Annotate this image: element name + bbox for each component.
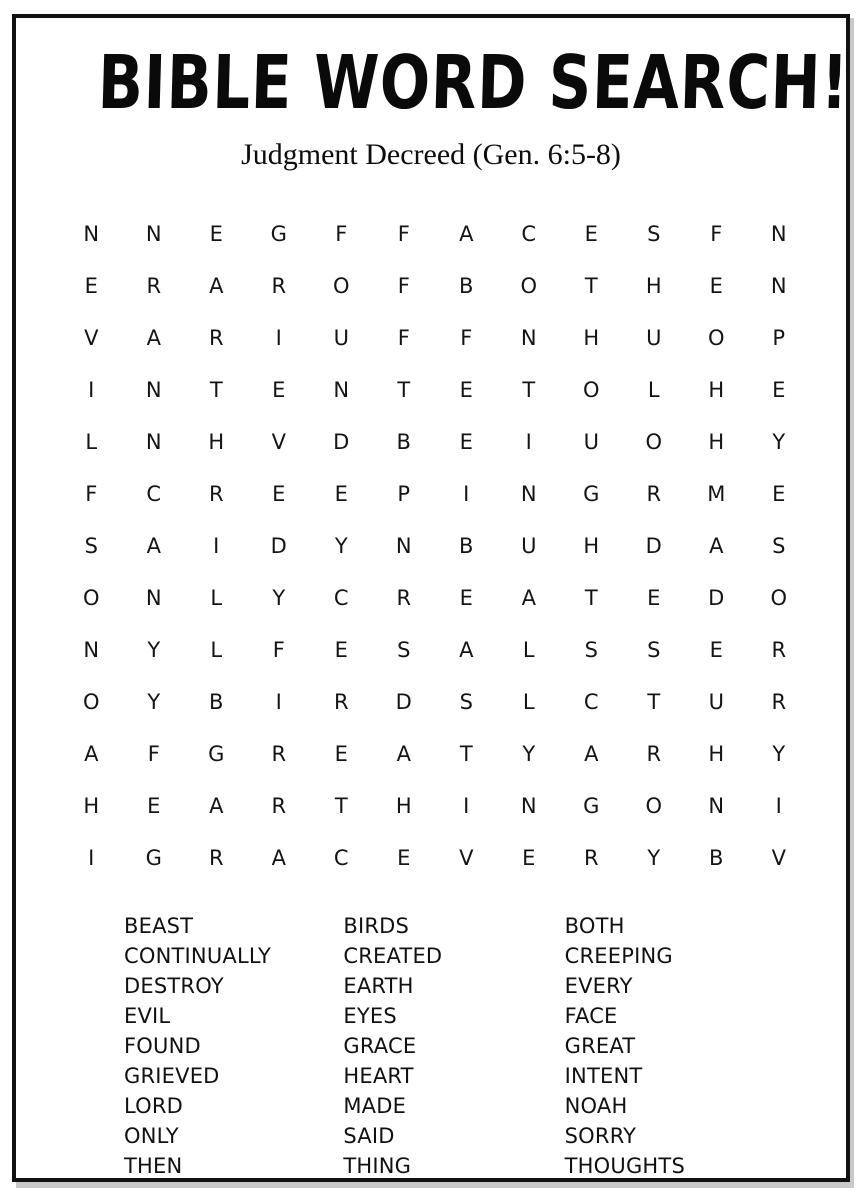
grid-cell[interactable]: T [397,378,411,402]
grid-cell[interactable]: U [708,690,724,714]
grid-cell[interactable]: H [708,378,725,402]
grid-cell[interactable]: N [145,586,162,610]
grid-cell[interactable]: H [583,534,600,558]
word-list-item[interactable]: EVIL [124,1004,171,1028]
grid-cell[interactable]: G [208,742,225,766]
grid-cell[interactable]: T [334,794,348,818]
grid-cell[interactable]: N [145,430,162,454]
word-list-item[interactable]: THING [343,1154,412,1178]
grid-cell[interactable]: O [82,586,100,610]
word-list-item[interactable]: EYES [343,1004,397,1028]
grid-cell[interactable]: V [771,846,786,870]
grid-cell[interactable]: E [647,586,661,610]
grid-cell[interactable]: N [145,378,162,402]
grid-cell[interactable]: Y [647,846,661,870]
word-list [124,911,784,1181]
grid-cell[interactable]: G [145,846,162,870]
grid-cell[interactable]: L [85,430,98,454]
grid-cell[interactable]: B [396,430,411,454]
grid-cell[interactable]: N [708,794,725,818]
grid-cell[interactable]: E [209,222,223,246]
grid-cell[interactable]: L [522,690,535,714]
grid-cell[interactable]: O [582,378,600,402]
grid-cell[interactable]: B [709,846,724,870]
grid-cell[interactable]: N [770,222,787,246]
grid-cell[interactable]: V [271,430,286,454]
grid-cell[interactable]: E [84,274,98,298]
grid-cell[interactable]: S [647,222,661,246]
grid-cell[interactable]: R [583,846,599,870]
grid-cell[interactable]: E [772,378,786,402]
grid-cell[interactable]: H [583,326,600,350]
grid-cell[interactable]: T [209,378,223,402]
word-list-item[interactable]: SORRY [564,1124,637,1148]
grid-cell[interactable]: A [521,586,536,610]
grid-cell[interactable]: D [270,534,287,558]
word-list-item[interactable]: MADE [343,1094,407,1118]
grid-cell[interactable]: E [584,222,598,246]
grid-cell[interactable]: E [272,378,286,402]
grid-cell[interactable]: A [146,326,161,350]
grid-cell[interactable]: I [88,378,95,402]
grid-cell[interactable]: M [707,482,726,506]
grid-cell[interactable]: E [334,742,348,766]
grid-cell[interactable]: F [460,326,473,350]
grid-cell[interactable]: E [709,638,723,662]
grid-cell[interactable]: R [208,846,224,870]
page-title: BIBLE WORD SEARCH! [96,40,850,126]
grid-cell[interactable]: A [459,638,474,662]
grid-cell[interactable]: F [272,638,285,662]
grid-cell[interactable]: C [521,222,537,246]
grid-cell[interactable]: V [459,846,474,870]
grid-cell[interactable]: H [708,430,725,454]
grid-cell[interactable]: I [88,846,95,870]
grid-cell[interactable]: F [335,222,348,246]
word-list-item[interactable]: CONTINUALLY [124,944,272,968]
grid-cell[interactable]: L [522,638,535,662]
grid-cell[interactable]: R [771,690,787,714]
grid-cell[interactable]: F [397,222,410,246]
grid-cell[interactable]: T [647,690,661,714]
grid-cell[interactable]: O [645,430,663,454]
grid-cell[interactable]: R [271,274,287,298]
grid-cell[interactable]: R [646,742,662,766]
grid-cell[interactable]: R [271,794,287,818]
grid-cell[interactable]: B [459,274,474,298]
grid-cell[interactable]: R [771,638,787,662]
grid-cell[interactable]: A [584,742,599,766]
grid-cell[interactable]: I [463,482,470,506]
grid-cell[interactable]: I [275,326,282,350]
word-list-item[interactable]: INTENT [564,1064,643,1088]
grid-cell[interactable]: T [459,742,473,766]
grid-cell[interactable]: A [709,534,724,558]
grid-cell[interactable]: E [459,430,473,454]
word-list-item[interactable]: EARTH [343,974,414,998]
grid-cell[interactable]: N [520,326,537,350]
word-list-item[interactable]: THEN [124,1154,183,1178]
grid-cell[interactable]: E [459,586,473,610]
word-list-item[interactable]: GRACE [343,1034,417,1058]
page-frame-border [12,14,850,1182]
word-list-item[interactable]: CREATED [343,944,443,968]
grid-cell[interactable]: I [463,794,470,818]
word-search-grid[interactable] [60,208,810,884]
word-list-item[interactable]: THOUGHTS [564,1154,685,1178]
grid-cell[interactable]: D [395,690,412,714]
grid-cell[interactable]: R [396,586,412,610]
word-list-item[interactable]: ONLY [124,1124,179,1148]
grid-cell[interactable]: O [707,326,725,350]
grid-cell[interactable]: H [708,742,725,766]
grid-cell[interactable]: R [208,326,224,350]
grid-cell[interactable]: U [521,534,537,558]
grid-cell[interactable]: C [583,690,599,714]
grid-cell[interactable]: N [145,222,162,246]
word-list-item[interactable]: NOAH [564,1094,628,1118]
grid-cell[interactable]: N [333,378,350,402]
word-list-item[interactable]: BIRDS [343,914,410,938]
word-list-item[interactable]: EVERY [564,974,633,998]
grid-cell[interactable]: U [333,326,349,350]
grid-cell[interactable]: S [459,690,473,714]
grid-cell[interactable]: Y [772,430,786,454]
grid-cell[interactable]: Y [147,690,161,714]
grid-cell[interactable]: H [395,794,412,818]
grid-cell[interactable]: E [522,846,536,870]
grid-cell[interactable]: E [147,794,161,818]
grid-cell[interactable]: A [209,274,224,298]
grid-cell[interactable]: N [83,222,100,246]
grid-cell[interactable]: N [395,534,412,558]
grid-cell[interactable]: S [397,638,411,662]
grid-cell[interactable]: A [84,742,99,766]
grid-cell[interactable]: N [520,794,537,818]
grid-cell[interactable]: O [82,690,100,714]
grid-cell[interactable]: P [397,482,411,506]
word-list-item[interactable]: LORD [124,1094,184,1118]
word-list-item[interactable]: BEAST [124,914,194,938]
grid-cell[interactable]: H [83,794,100,818]
grid-cell[interactable]: O [770,586,788,610]
grid-cell[interactable]: B [459,534,474,558]
grid-cell[interactable]: R [271,742,287,766]
word-list-item[interactable]: CREEPING [564,944,673,968]
word-list-item[interactable]: FOUND [124,1034,201,1058]
grid-cell[interactable]: Y [272,586,286,610]
grid-cell[interactable]: C [146,482,162,506]
grid-cell[interactable]: U [646,326,662,350]
grid-cell[interactable]: R [146,274,162,298]
grid-cell[interactable]: G [270,222,287,246]
grid-cell[interactable]: F [710,222,723,246]
grid-cell[interactable]: R [333,690,349,714]
word-list-item[interactable]: BOTH [564,914,625,938]
grid-cell[interactable]: V [84,326,99,350]
grid-cell[interactable]: I [775,794,782,818]
grid-cell[interactable]: A [209,794,224,818]
word-list-item[interactable]: SAID [343,1124,395,1148]
grid-cell[interactable]: S [647,638,661,662]
grid-cell[interactable]: E [334,482,348,506]
grid-cell[interactable]: T [522,378,536,402]
grid-cell[interactable]: E [709,274,723,298]
grid-cell[interactable]: Y [334,534,348,558]
grid-cell[interactable]: F [85,482,98,506]
grid-cell[interactable]: P [772,326,786,350]
grid-cell[interactable]: E [334,638,348,662]
word-list-item[interactable]: FACE [564,1004,618,1028]
word-list-item[interactable]: DESTROY [124,974,224,998]
grid-cell[interactable]: E [397,846,411,870]
grid-cell[interactable]: R [208,482,224,506]
grid-cell[interactable]: G [583,794,600,818]
grid-cell[interactable]: E [272,482,286,506]
grid-cell[interactable]: R [646,482,662,506]
grid-cell[interactable]: U [583,430,599,454]
grid-cell[interactable]: A [396,742,411,766]
grid-cell[interactable]: N [770,274,787,298]
grid-cell[interactable]: I [275,690,282,714]
grid-cell[interactable]: F [397,274,410,298]
grid-cell[interactable]: L [210,586,223,610]
word-list-column [124,911,343,1181]
grid-cell[interactable]: I [525,430,532,454]
grid-cell[interactable]: S [772,534,786,558]
grid-cell[interactable]: Y [147,638,161,662]
grid-cell[interactable]: A [146,534,161,558]
grid-cell[interactable]: T [584,586,598,610]
word-list-column [343,911,564,1181]
grid-cell[interactable]: D [333,430,350,454]
grid-cell[interactable]: E [459,378,473,402]
grid-cell[interactable]: N [83,638,100,662]
grid-cell[interactable]: H [208,430,225,454]
grid-cell[interactable]: L [647,378,660,402]
grid-cell[interactable]: O [645,794,663,818]
grid-cell[interactable]: A [271,846,286,870]
word-list-item[interactable]: HEART [343,1064,414,1088]
grid-cell[interactable]: S [584,638,598,662]
page-subtitle: Judgment Decreed (Gen. 6:5-8) [241,138,621,171]
word-list-item[interactable]: GRIEVED [124,1064,220,1088]
grid-cell[interactable]: H [645,274,662,298]
grid-cell[interactable]: F [147,742,160,766]
grid-cell[interactable]: C [333,586,349,610]
grid-cell[interactable]: E [772,482,786,506]
word-list-item[interactable]: GREAT [564,1034,636,1058]
grid-cell[interactable]: O [520,274,538,298]
grid-cell[interactable]: G [583,482,600,506]
grid-cell[interactable]: A [459,222,474,246]
grid-cell[interactable]: B [209,690,224,714]
grid-cell[interactable]: Y [522,742,536,766]
grid-cell[interactable]: L [210,638,223,662]
grid-cell[interactable]: S [84,534,98,558]
grid-cell[interactable]: I [213,534,220,558]
grid-cell[interactable]: D [645,534,662,558]
grid-cell[interactable]: T [584,274,598,298]
grid-cell[interactable]: Y [772,742,786,766]
grid-cell[interactable]: D [708,586,725,610]
grid-cell[interactable]: N [520,482,537,506]
grid-cell[interactable]: C [333,846,349,870]
word-list-column [565,911,784,1181]
grid-cell[interactable]: O [332,274,350,298]
grid-cell[interactable]: F [397,326,410,350]
